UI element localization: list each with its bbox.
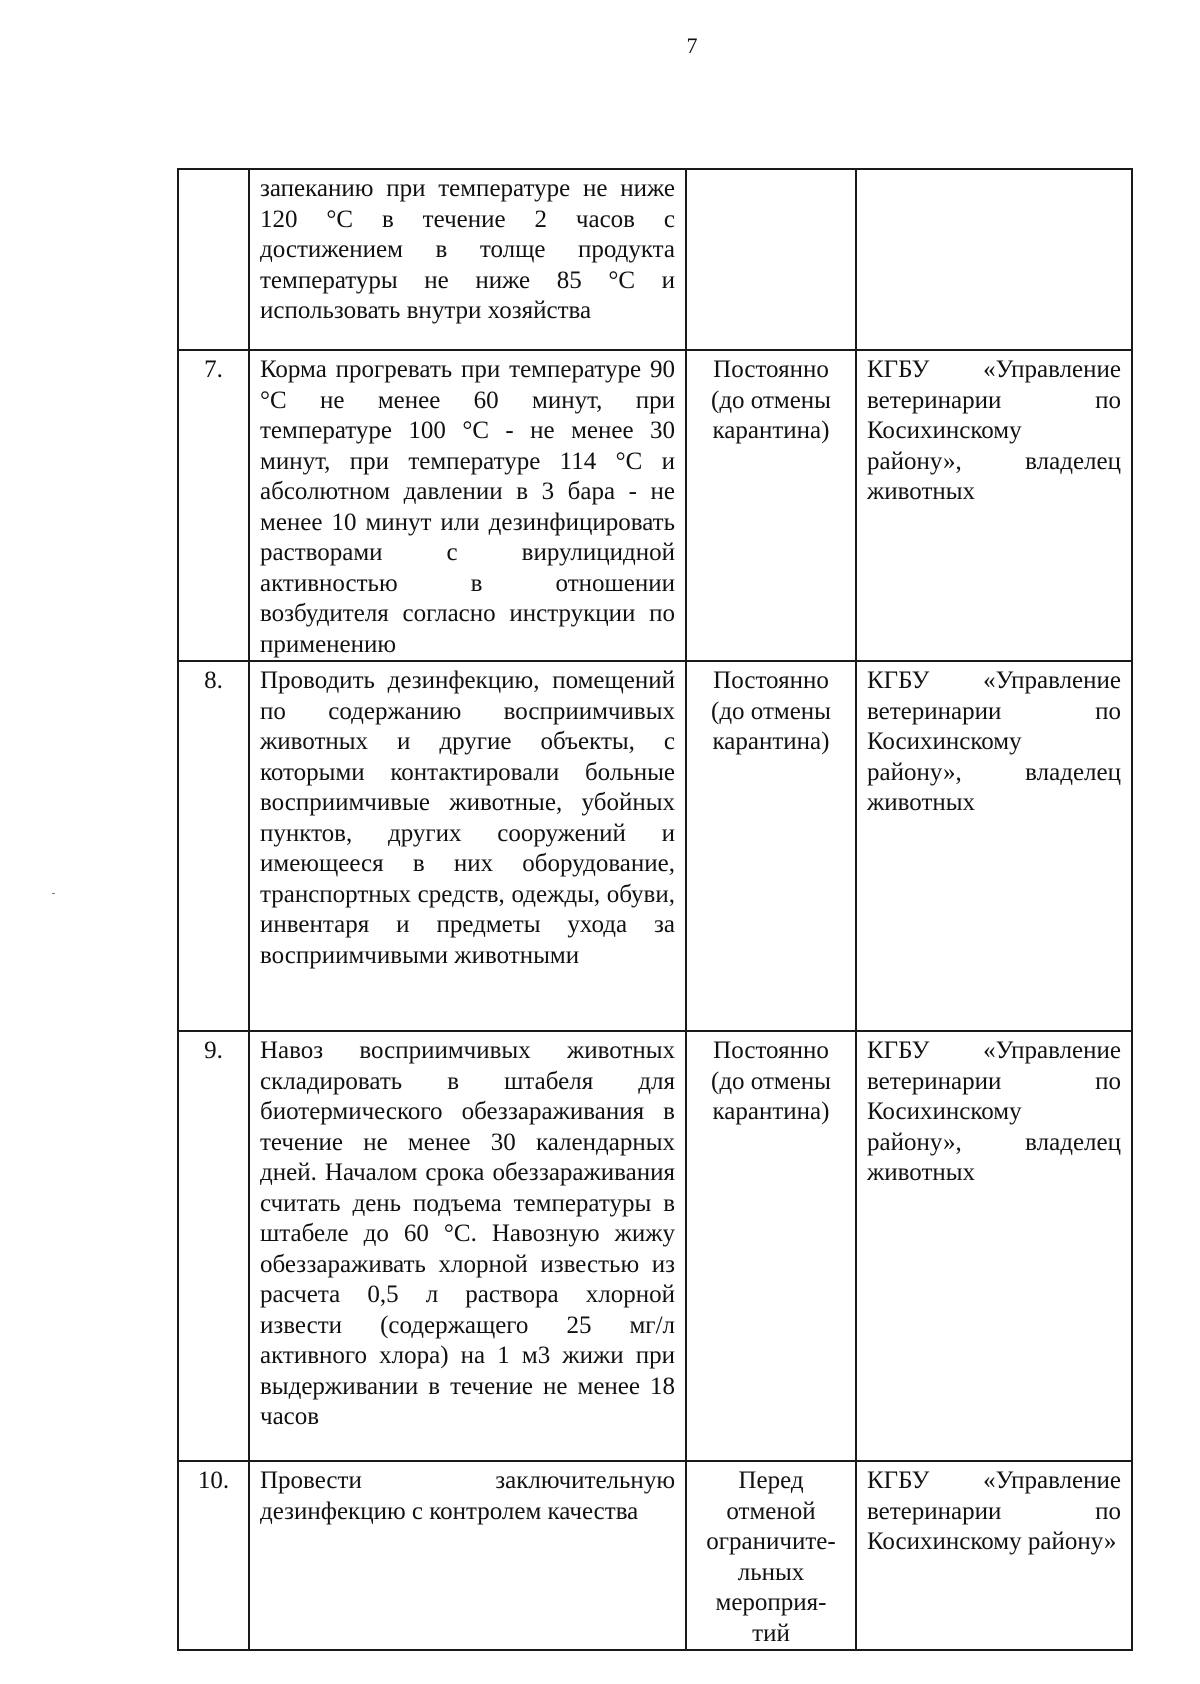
measure-text: Провести заключительную дезинфекцию с контролем качества <box>249 1461 686 1650</box>
row-number <box>178 169 249 350</box>
measure-term: Перед отменой ограничите-льных мероприя-тий <box>686 1461 856 1650</box>
measure-text: Проводить дезинфекцию, помещений по содержанию восприимчивых животных и другие объекты, с которыми контактировали больные восприимчивые животные, убойных пунктов, других сооружений и имеющееся в них оборудование, транспортных средств, одежды, обуви, инвентаря и предметы ухода за восприимчивыми животными <box>249 661 686 1031</box>
row-number: 8. <box>178 661 249 1031</box>
measure-responsible <box>856 169 1132 350</box>
table-row-9 <box>178 1031 1132 1461</box>
page-number: 7 <box>686 33 698 58</box>
measure-responsible: КГБУ «Управление ветеринарии по Косихинскому району», владелец животных <box>856 1031 1132 1461</box>
measure-term: Постоянно (до отмены карантина) <box>686 350 856 661</box>
table-row-7 <box>178 350 1132 661</box>
row-number: 10. <box>178 1461 249 1650</box>
measure-responsible: КГБУ «Управление ветеринарии по Косихинскому району», владелец животных <box>856 350 1132 661</box>
measure-term <box>686 169 856 350</box>
measure-responsible: КГБУ «Управление ветеринарии по Косихинскому району» <box>856 1461 1132 1650</box>
table-row-8 <box>178 661 1132 1031</box>
measure-term: Постоянно (до отмены карантина) <box>686 661 856 1031</box>
measure-term: Постоянно (до отмены карантина) <box>686 1031 856 1461</box>
measure-text: Навоз восприимчивых животных складировать в штабеля для биотермического обеззараживания в течение не менее 30 календарных дней. Началом срока обеззараживания считать день подъема температуры в штабеле до 60 °С. Навозную жижу обеззараживать хлорной известью из расчета 0,5 л раствора хлорной извести (содержащего 25 мг/л активного хлора) на 1 м3 жижи при выдерживании в течение не менее 18 часов <box>249 1031 686 1461</box>
measure-text: Корма прогревать при температуре 90 °С не менее 60 минут, при температуре 100 °С - не менее 30 минут, при температуре 114 °С и абсолютном давлении в 3 бара - не менее 10 минут или дезинфицировать растворами с вирулицидной активностью в отношении возбудителя согласно инструкции по применению <box>249 350 686 661</box>
row-number: 7. <box>178 350 249 661</box>
table-row-continued <box>178 169 1132 350</box>
scan-speck <box>52 893 55 894</box>
row-number: 9. <box>178 1031 249 1461</box>
table-row-10 <box>178 1461 1132 1650</box>
measures-table <box>177 168 1133 1651</box>
measure-text: запеканию при температуре не ниже 120 °С в течение 2 часов с достижением в толще продукта температуры не ниже 85 °С и использовать внутри хозяйства <box>249 169 686 350</box>
measure-responsible: КГБУ «Управление ветеринарии по Косихинскому району», владелец животных <box>856 661 1132 1031</box>
